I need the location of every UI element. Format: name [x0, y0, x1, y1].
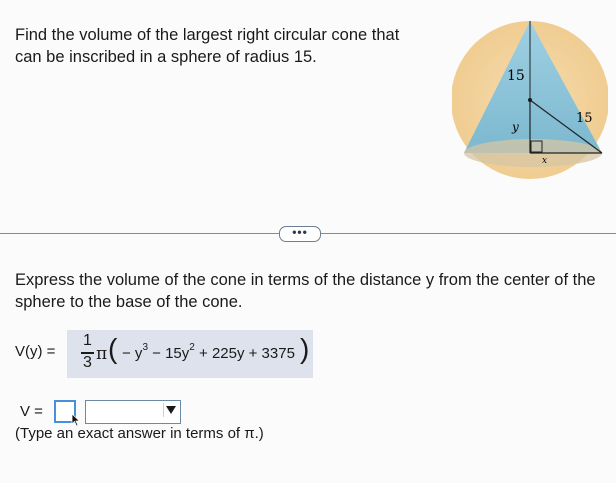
answer-hint: (Type an exact answer in terms of π.) — [15, 425, 264, 442]
sphere-center-dot — [528, 98, 532, 102]
problem-statement: Find the volume of the largest right circular cone that can be inscribed in a sphere of radius 15. — [15, 26, 400, 66]
figure-label-side: 15 — [576, 111, 593, 126]
question-prompt: Express the volume of the cone in terms of the distance y from the center of the sphere to the base of the cone. — [15, 271, 596, 311]
figure-label-x: x — [542, 156, 548, 166]
vy-label: V(y) = — [15, 343, 56, 360]
vy-expression: − $y^3 - 15y^2 + 225y + 3375$ — [122, 342, 295, 362]
fraction-denominator: 3 — [83, 354, 92, 371]
chevron-down-icon[interactable] — [163, 403, 178, 417]
figure-label-y: y — [512, 120, 519, 134]
cone-in-sphere-figure — [452, 8, 608, 192]
show-more-button[interactable]: ••• — [279, 226, 321, 242]
fraction-numerator: 1 — [83, 332, 92, 349]
close-paren: ) — [300, 333, 310, 364]
pi-symbol: π — [96, 344, 108, 364]
v-label: V = — [20, 403, 43, 420]
open-paren: ( — [108, 333, 118, 364]
figure-label-top: 15 — [507, 68, 525, 84]
